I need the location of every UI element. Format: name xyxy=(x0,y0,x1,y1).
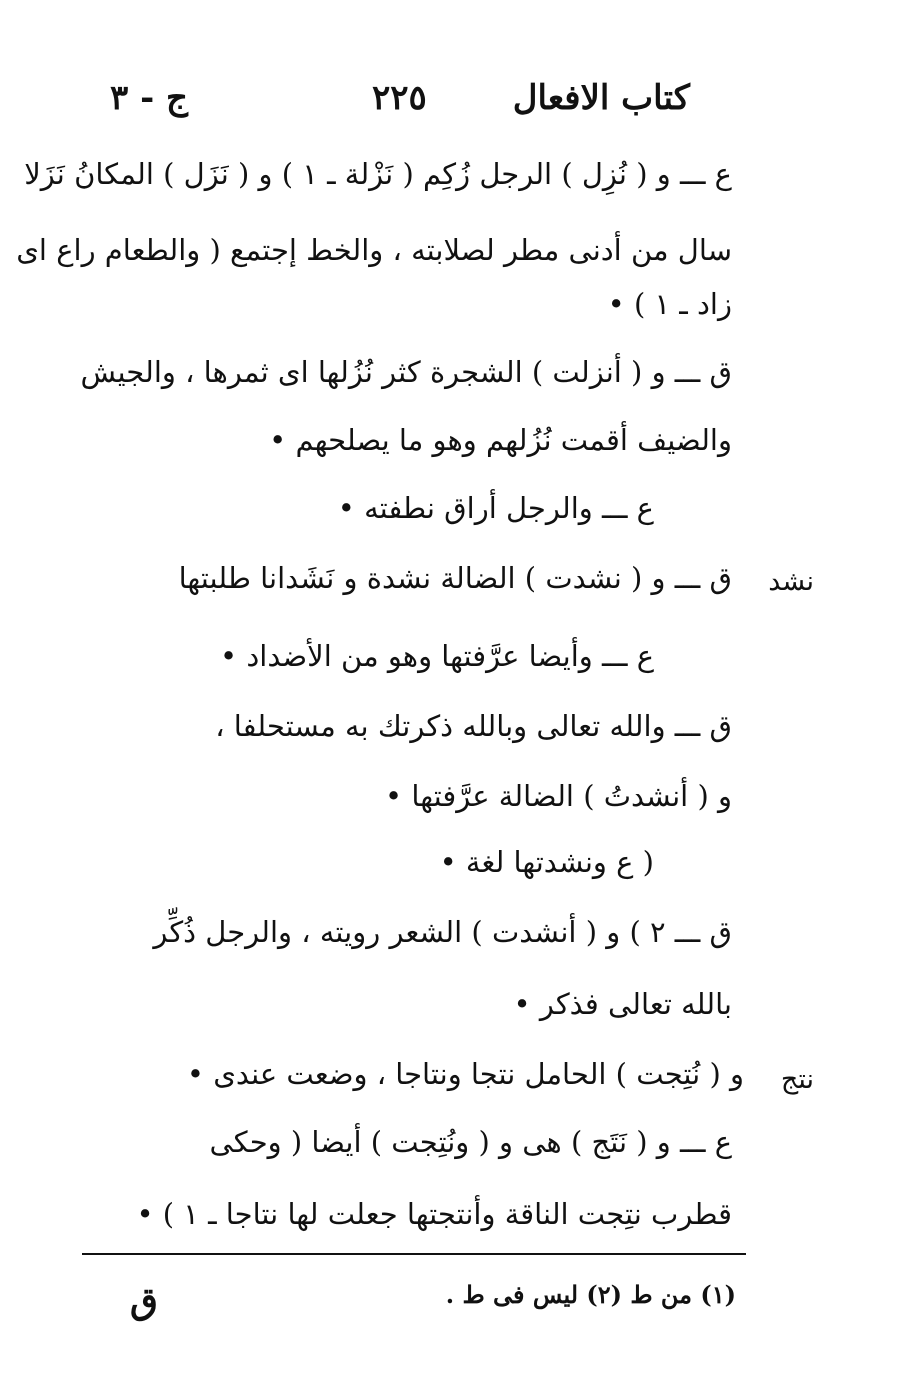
text-line-16: قطرب نتِجت الناقة وأنتجتها جعلت لها نتاجا ـ ١ ) • xyxy=(136,1197,732,1231)
text-line-3: زاد ـ ١ ) • xyxy=(607,287,732,321)
volume-label: ج - ٣ xyxy=(110,78,188,118)
text-line-6: ع ـــ والرجل أراق نطفته • xyxy=(337,491,654,525)
text-line-15: ع ـــ و ( نَتَج ) هى و ( ونُتِجت ) أيضا ( وحكى xyxy=(209,1125,732,1159)
margin-entry-nataja: نتج xyxy=(780,1064,814,1095)
catchword: ق xyxy=(130,1280,158,1322)
margin-entry-nashada: نشد xyxy=(768,566,814,597)
running-title: كتاب الافعال xyxy=(512,78,690,118)
text-line-2: سال من أدنى مطر لصلابته ، والخط إجتمع ( والطعام راع اى xyxy=(16,233,732,267)
footnote: (١) من ط (٢) ليس فى ط . xyxy=(445,1280,736,1309)
text-line-12: ق ـــ ٢ ) و ( أنشدت ) الشعر رويته ، والرجل ذُكِّر xyxy=(153,915,732,949)
text-line-9: ق ـــ والله تعالى وبالله ذكرتك به مستحلفا ، xyxy=(215,709,732,743)
text-line-5: والضيف أقمت نُزُلهم وهو ما يصلحهم • xyxy=(269,423,732,457)
text-line-4: ق ـــ و ( أنزلت ) الشجرة كثر نُزُلها اى ثمرها ، والجيش xyxy=(80,355,732,389)
text-line-10: و ( أنشدتُ ) الضالة عرَّفتها • xyxy=(385,779,732,813)
footnote-divider xyxy=(82,1253,746,1255)
text-line-13: بالله تعالى فذكر • xyxy=(513,987,732,1021)
text-line-1: ع ـــ و ( نُزِل ) الرجل زُكِم ( نَزْلة ـ ١ ) و ( نَزَل ) المكانُ نَزَلا xyxy=(24,157,732,191)
page-number: ٢٢٥ xyxy=(372,78,427,118)
text-line-7: ق ـــ و ( نشدت ) الضالة نشدة و نَشَدانا طلبتها xyxy=(178,561,732,595)
text-line-8: ع ـــ وأيضا عرَّفتها وهو من الأضداد • xyxy=(220,639,654,673)
text-line-14: و ( نُتِجت ) الحامل نتجا ونتاجا ، وضعت عندى • xyxy=(186,1057,744,1091)
text-line-11: ( ع ونشدتها لغة • xyxy=(439,845,654,879)
